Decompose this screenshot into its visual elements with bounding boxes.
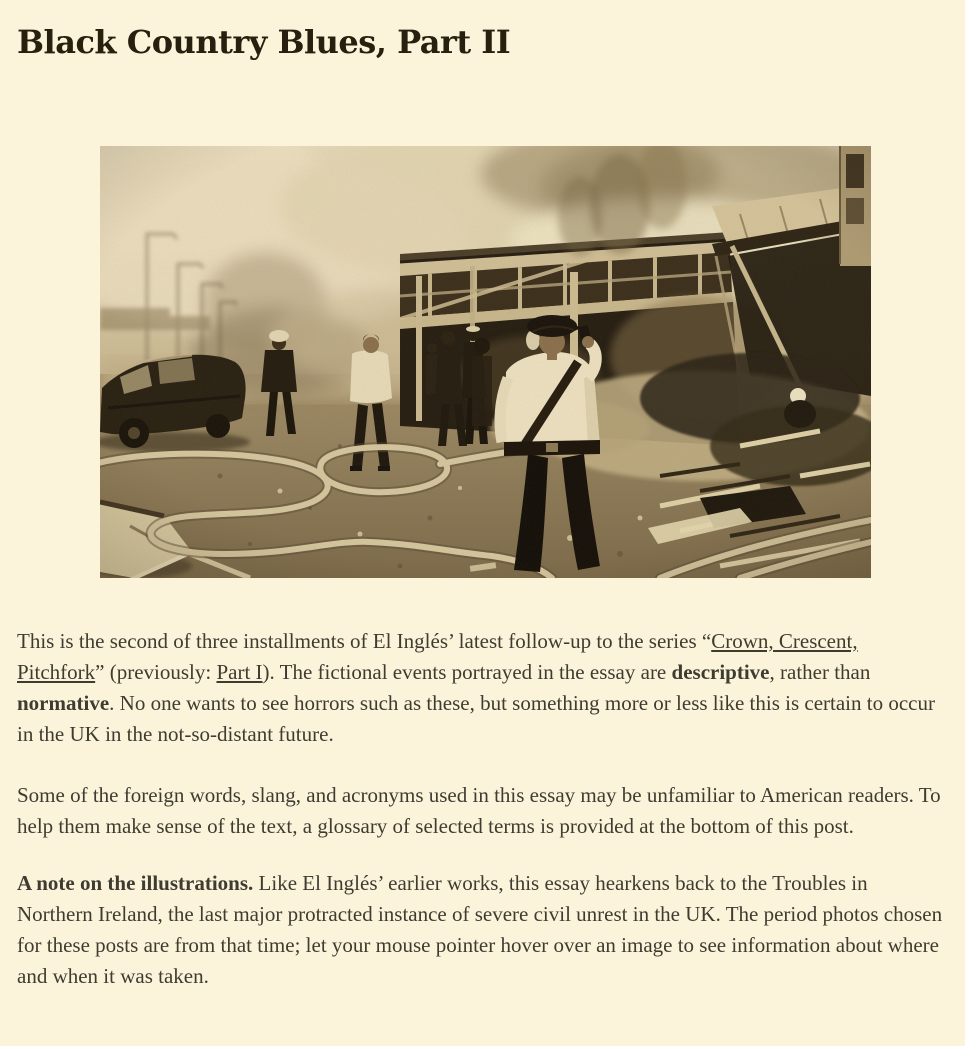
bold-text: descriptive [671, 660, 770, 684]
text-run: , rather than [769, 660, 871, 684]
page-title: Black Country Blues, Part II [17, 23, 511, 61]
text-run: Some of the foreign words, slang, and acronyms used in this essay may be unfamiliar to American readers. To help them make sense of the text, a glossary of selected terms is provided at the bottom of this post. [17, 783, 941, 838]
glossary-paragraph [17, 780, 948, 842]
text-run: . No one wants to see horrors such as these, but something more or less like this is certain to occur in the UK in the not-so-distant future. [17, 691, 935, 746]
text-run: Like El Inglés’ earlier works, this essay hearkens back to the Troubles in Northern Ireland, the last major protracted instance of severe civil unrest in the UK. The period photos chosen for these posts are from that time; let your mouse pointer hover over an image to see information about where and when it was taken. [17, 871, 943, 988]
illustrations-note-paragraph [17, 868, 948, 992]
text-run: ). The fictional events portrayed in the essay are [262, 660, 672, 684]
bold-text: A note on the illustrations. [17, 871, 254, 895]
aftermath-photo-illustration [100, 146, 871, 578]
bold-text: normative [17, 691, 110, 715]
text-run: ” (previously: [95, 660, 217, 684]
text-run: This is the second of three installments of El Inglés’ latest follow-up to the series “ [17, 629, 712, 653]
link-crown-crescent-pitchfork[interactable]: Crown, Crescent, Pitchfork [17, 629, 858, 684]
link-part-i[interactable]: Part I [216, 660, 263, 684]
intro-paragraph [17, 626, 948, 750]
aftermath-photo [100, 146, 871, 578]
